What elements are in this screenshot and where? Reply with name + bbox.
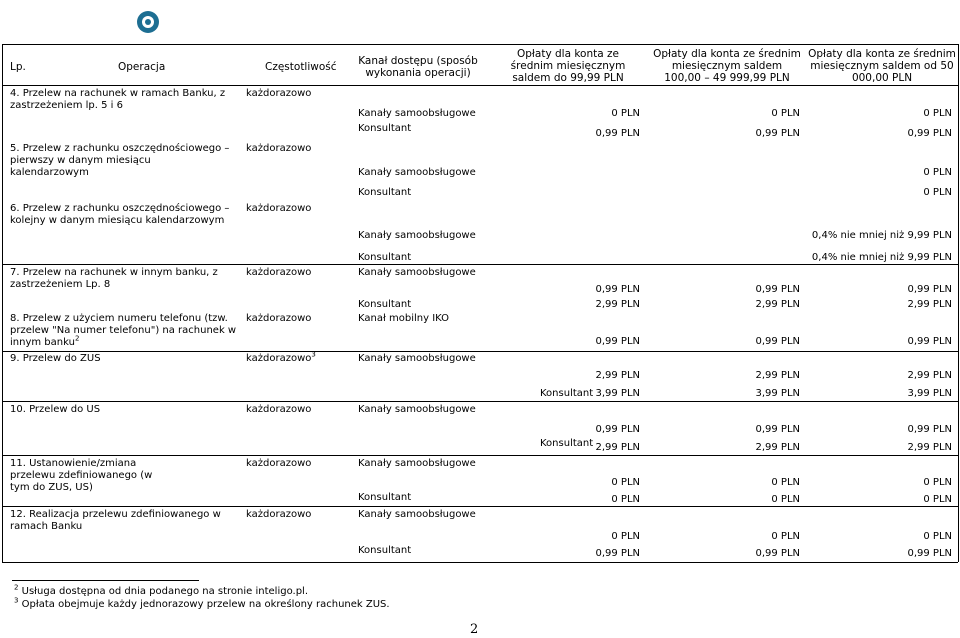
footnote-ref-3: 3	[311, 350, 316, 359]
row-11-channel-consultant: Konsultant	[358, 492, 412, 503]
header-kanal: Kanał dostępu (sposób wykonania operacji)	[358, 55, 478, 79]
page-number: 2	[470, 622, 479, 637]
row-5-channel-self: Kanały samoobsługowe	[358, 167, 476, 178]
row-11-fee-3: 0 PLN	[923, 477, 952, 488]
row-11-channel-self: Kanały samoobsługowe	[358, 458, 476, 469]
row-7-channel-self: Kanały samoobsługowe	[358, 267, 476, 278]
row-8-frequency: każdorazowo	[246, 313, 312, 324]
row-11-fee-3b: 0 PLN	[923, 494, 952, 505]
row-10-fee-1b: 2,99 PLN	[595, 442, 640, 453]
row-10-operation: 10. Przelew do US	[10, 404, 101, 415]
row-11-frequency: każdorazowo	[246, 458, 312, 469]
row-4-frequency: każdorazowo	[246, 88, 312, 99]
row-10-frequency: każdorazowo	[246, 404, 312, 415]
row-7-fee-1: 0,99 PLN	[595, 284, 640, 295]
row-11-fee-1b: 0 PLN	[611, 494, 640, 505]
footnote-3-text: Opłata obejmuje każdy jednorazowy przelew na określony rachunek ZUS.	[21, 599, 390, 610]
table-top-border	[2, 44, 958, 45]
header-oplata-1: Opłaty dla konta ze średnim miesięcznym saldem do 99,99 PLN	[510, 48, 626, 84]
row-6-frequency: każdorazowo	[246, 203, 312, 214]
row-divider	[2, 506, 958, 507]
row-9-fee-2b: 3,99 PLN	[755, 388, 800, 399]
row-4-channel-consultant: Konsultant	[358, 123, 412, 134]
row-9-fee-1: 2,99 PLN	[595, 370, 640, 381]
row-12-operation: 12. Realizacja przelewu zdefiniowanego w ramach Banku	[10, 509, 221, 532]
row-7-fee-2: 0,99 PLN	[755, 284, 800, 295]
row-4-channel-self: Kanały samoobsługowe	[358, 108, 476, 119]
row-7-channel-consultant: Konsultant	[358, 299, 412, 310]
row-9-fee-2: 2,99 PLN	[755, 370, 800, 381]
row-4-fee-3b: 0,99 PLN	[907, 128, 952, 139]
row-4-operation: 4. Przelew na rachunek w ramach Banku, z zastrzeżeniem lp. 5 i 6	[10, 88, 226, 111]
row-9-fee-3: 2,99 PLN	[907, 370, 952, 381]
row-4-fee-2b: 0,99 PLN	[755, 128, 800, 139]
row-12-fee-1: 0 PLN	[611, 531, 640, 542]
row-5-fee-consultant: 0 PLN	[923, 187, 952, 198]
row-9-frequency	[246, 350, 316, 365]
row-7-fee-2b: 2,99 PLN	[755, 299, 800, 310]
row-8-fee-1: 0,99 PLN	[595, 336, 640, 347]
row-12-fee-3b: 0,99 PLN	[907, 548, 952, 559]
row-4-fee-1b: 0,99 PLN	[595, 128, 640, 139]
row-7-fee-3: 0,99 PLN	[907, 284, 952, 295]
row-12-fee-3: 0 PLN	[923, 531, 952, 542]
header-bottom-border	[2, 85, 958, 86]
bank-logo	[137, 11, 159, 33]
row-6-fee-self: 0,4% nie mniej niż 9,99 PLN	[811, 230, 952, 241]
row-4-fee-2: 0 PLN	[771, 108, 800, 119]
row-divider	[2, 264, 958, 265]
row-divider	[2, 401, 958, 402]
table-left-border	[2, 44, 3, 562]
row-8-fee-3: 0,99 PLN	[907, 336, 952, 347]
row-8-channel-mobile: Kanał mobilny IKO	[358, 313, 450, 324]
row-8-operation	[10, 313, 238, 349]
row-11-fee-1: 0 PLN	[611, 477, 640, 488]
row-10-channel-self: Kanały samoobsługowe	[358, 404, 476, 415]
row-10-fee-1: 0,99 PLN	[595, 424, 640, 435]
row-divider	[2, 351, 958, 352]
row-12-channel-self: Kanały samoobsługowe	[358, 509, 476, 520]
row-11-fee-2: 0 PLN	[771, 477, 800, 488]
header-czestotliwosc: Częstotliwość	[265, 61, 337, 73]
row-10-fee-3b: 2,99 PLN	[907, 442, 952, 453]
header-oplata-2: Opłaty dla konta ze średnim miesięcznym saldem 100,00 – 49 999,99 PLN	[653, 48, 801, 84]
row-divider	[2, 455, 958, 456]
row-5-channel-consultant: Konsultant	[358, 187, 412, 198]
row-10-channel-consultant: Konsultant	[540, 438, 594, 449]
row-9-frequency-text: każdorazowo	[246, 353, 312, 364]
row-5-fee-self: 0 PLN	[923, 167, 952, 178]
row-12-fee-2b: 0,99 PLN	[755, 548, 800, 559]
table-right-border	[958, 44, 959, 562]
row-11-fee-2b: 0 PLN	[771, 494, 800, 505]
row-8-operation-text: 8. Przelew z użyciem numeru telefonu (tzw. przelew "Na numer telefonu") na rachunek w innym banku	[10, 313, 237, 348]
row-4-fee-1: 0 PLN	[611, 108, 640, 119]
row-9-fee-3b: 3,99 PLN	[907, 388, 952, 399]
row-10-fee-2b: 2,99 PLN	[755, 442, 800, 453]
header-lp: Lp.	[10, 61, 26, 73]
row-12-frequency: każdorazowo	[246, 509, 312, 520]
row-12-channel-consultant: Konsultant	[358, 545, 412, 556]
row-6-fee-consultant: 0,4% nie mniej niż 9,99 PLN	[811, 252, 952, 263]
row-9-fee-1b: 3,99 PLN	[595, 388, 640, 399]
row-7-frequency: każdorazowo	[246, 267, 312, 278]
row-10-fee-3: 0,99 PLN	[907, 424, 952, 435]
row-9-channel-self: Kanały samoobsługowe	[358, 353, 476, 364]
row-10-fee-2: 0,99 PLN	[755, 424, 800, 435]
row-7-operation: 7. Przelew na rachunek w innym banku, z zastrzeżeniem Lp. 8	[10, 267, 218, 290]
footnote-2-number: 2	[14, 583, 19, 592]
row-5-operation: 5. Przelew z rachunku oszczędnościowego – pierwszy w danym miesiącu kalendarzowym	[10, 143, 230, 178]
row-7-fee-3b: 2,99 PLN	[907, 299, 952, 310]
table-bottom-border	[2, 562, 958, 563]
row-6-channel-self: Kanały samoobsługowe	[358, 230, 476, 241]
footnote-ref-2: 2	[74, 334, 80, 343]
header-oplata-3: Opłaty dla konta ze średnim miesięcznym saldem od 50 000,00 PLN	[808, 48, 956, 84]
row-5-frequency: każdorazowo	[246, 143, 312, 154]
row-12-fee-1b: 0,99 PLN	[595, 548, 640, 559]
header-operacja: Operacja	[118, 61, 166, 73]
footnote-3	[14, 596, 390, 611]
footnote-2	[14, 583, 309, 598]
row-7-fee-1b: 2,99 PLN	[595, 299, 640, 310]
row-9-channel-consultant: Konsultant	[540, 388, 594, 399]
footnote-separator	[12, 580, 199, 581]
row-4-fee-3: 0 PLN	[923, 108, 952, 119]
footnote-3-number: 3	[14, 596, 19, 605]
footnote-2-text: Usługa dostępna od dnia podanego na stronie inteligo.pl.	[21, 586, 309, 597]
row-12-fee-2: 0 PLN	[771, 531, 800, 542]
row-6-operation: 6. Przelew z rachunku oszczędnościowego – kolejny w danym miesiącu kalendarzowym	[10, 203, 230, 226]
row-9-operation: 9. Przelew do ZUS	[10, 353, 101, 364]
row-6-channel-consultant: Konsultant	[358, 252, 412, 263]
row-8-fee-2: 0,99 PLN	[755, 336, 800, 347]
row-11-operation: 11. Ustanowienie/zmiana przelewu zdefiniowanego (w tym do ZUS, US)	[10, 458, 153, 493]
